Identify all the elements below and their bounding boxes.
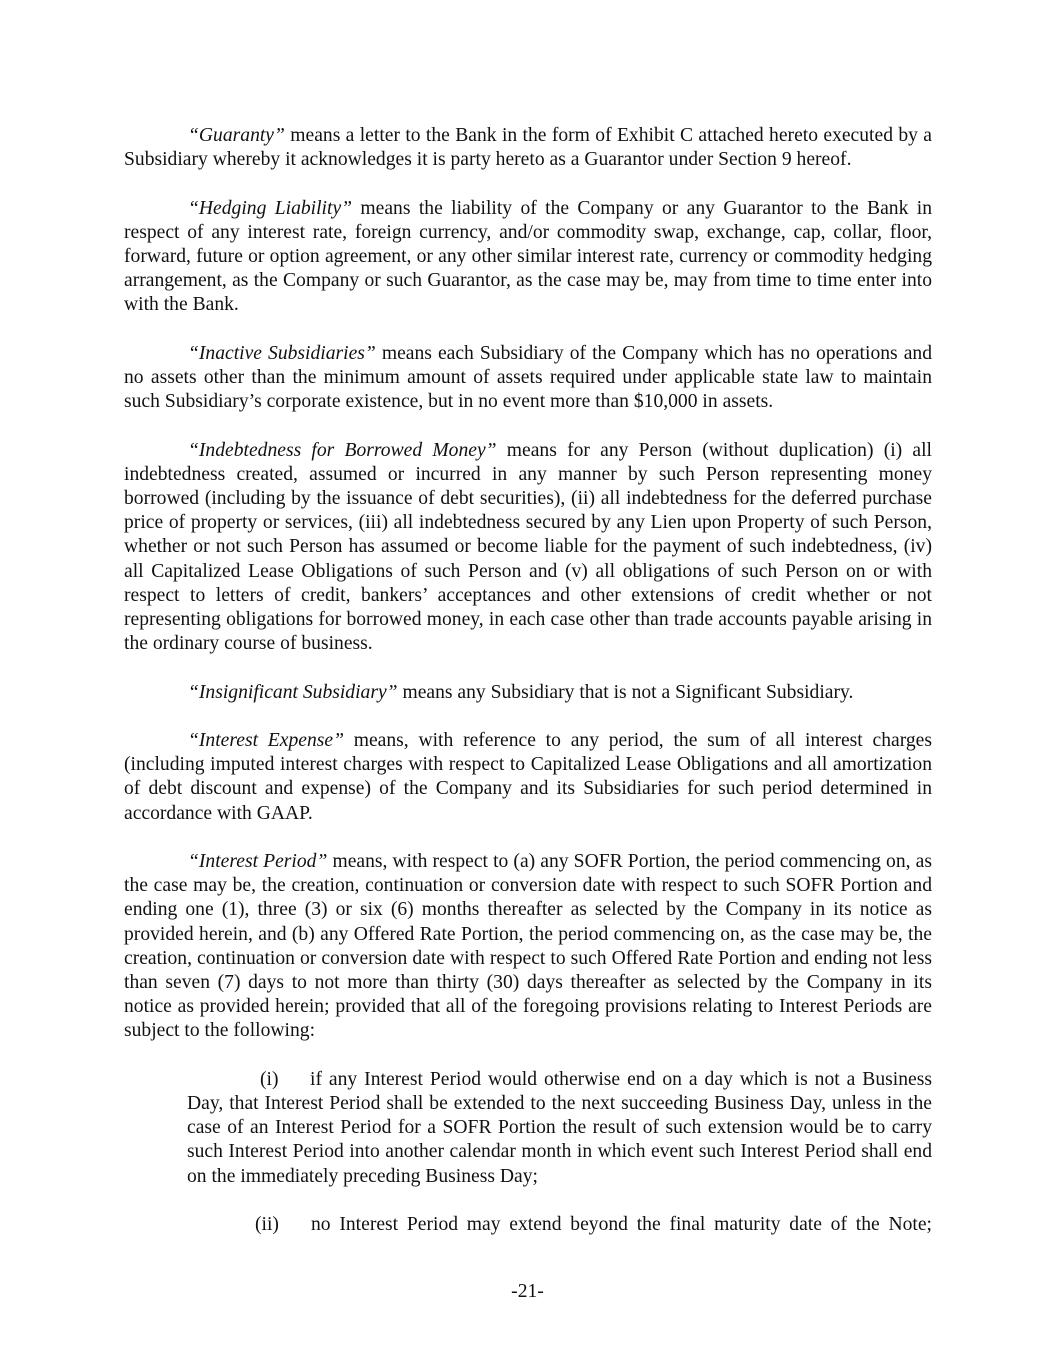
defined-term: “Guaranty” [188,125,285,146]
subclause-number: (i) [260,1068,279,1090]
definition-text: means any Subsidiary that is not a Significant Subsidiary. [397,681,854,703]
defined-term: “Insignificant Subsidiary” [188,681,398,703]
definition-text: means, with respect to (a) any SOFR Portion, the period commencing on, as the case may be, the creation, continuation or conversion date with respect to such SOFR Portion and ending one (1), three (3) or six (6) months thereafter as selected by the Company in its notice as provided herein, and (b) any Offered Rate Portion, the period commencing on, as the case may be, the creation, continuation or conversion date with respect to such Offered Rate Portion and ending not less than seven (7) days to not more than thirty (30) days thereafter as selected by the Company in its notice as provided herein; provided that all of the foregoing provisions relating to Interest Periods are subject to the following: [124,851,932,1042]
definition-text: means a letter to the Bank in the form of Exhibit C attached hereto executed by a Subsidiary whereby it acknowledges it is party hereto as a Guarantor under Section 9 hereof. [124,125,932,171]
definition-text: means, with reference to any period, the sum of all interest charges (including imputed interest charges with respect to Capitalized Lease Obligations and all amortization of debt discount and expense) of the Company and its Subsidiaries for such period determined in accordance with GAAP. [124,730,932,824]
subclause-text: no Interest Period may extend beyond the final maturity date of the Note; [311,1214,932,1236]
page-number: -21- [511,1281,544,1302]
subclause-number: (ii) [255,1214,279,1236]
defined-term: “Interest Expense” [188,730,344,751]
defined-term: “Interest Period” [188,851,328,872]
definition-guaranty [124,124,932,172]
definition-inactive-subsidiaries [124,342,932,415]
subclause-text: if any Interest Period would otherwise end on a day which is not a Business Day, that Interest Period shall be extended to the next succeeding Business Day, unless in the case of an Interest Period for a SOFR Portion the result of such extension would be to carry such Interest Period into another calendar month in which event such Interest Period shall end on the immediately preceding Business Day; [187,1068,932,1187]
subclause-i [187,1068,932,1189]
definition-indebtedness-for-borrowed-money [124,439,932,657]
definition-text: means each Subsidiary of the Company which has no operations and no assets other than the minimum amount of assets required under applicable state law to maintain such Subsidiary’s corporate existence, but in no event more than $10,000 in assets. [124,342,932,413]
definition-interest-expense [124,729,932,826]
definition-text: means the liability of the Company or any Guarantor to the Bank in respect of any interest rate, foreign currency, and/or commodity swap, exchange, cap, collar, floor, forward, future or option agreement, or any other similar interest rate, currency or commodity hedging arrangement, as the Company or such Guarantor, as the case may be, may from time to time enter into with the Bank. [124,197,932,316]
defined-term: “Hedging Liability” [188,197,353,219]
definition-hedging-liability [124,197,932,318]
subclause-ii [187,1213,932,1237]
definition-interest-period [124,850,932,1044]
definition-insignificant-subsidiary [124,681,932,705]
document-page [124,124,932,1261]
definition-text: means for any Person (without duplication) (i) all indebtedness created, assumed or incurred in any manner by such Person representing money borrowed (including by the issuance of debt securities), (ii) all indebtedness for the deferred purchase price of property or services, (iii) all indebtedness secured by any Lien upon Property of such Person, whether or not such Person has assumed or become liable for the payment of such indebtedness, (iv) all Capitalized Lease Obligations of such Person and (v) all obligations of such Person on or with respect to letters of credit, bankers’ acceptances and other extensions of credit whether or not representing obligations for borrowed money, in each case other than trade accounts payable arising in the ordinary course of business. [124,439,933,655]
defined-term: “Inactive Subsidiaries” [188,342,376,364]
defined-term: “Indebtedness for Borrowed Money” [188,439,497,461]
